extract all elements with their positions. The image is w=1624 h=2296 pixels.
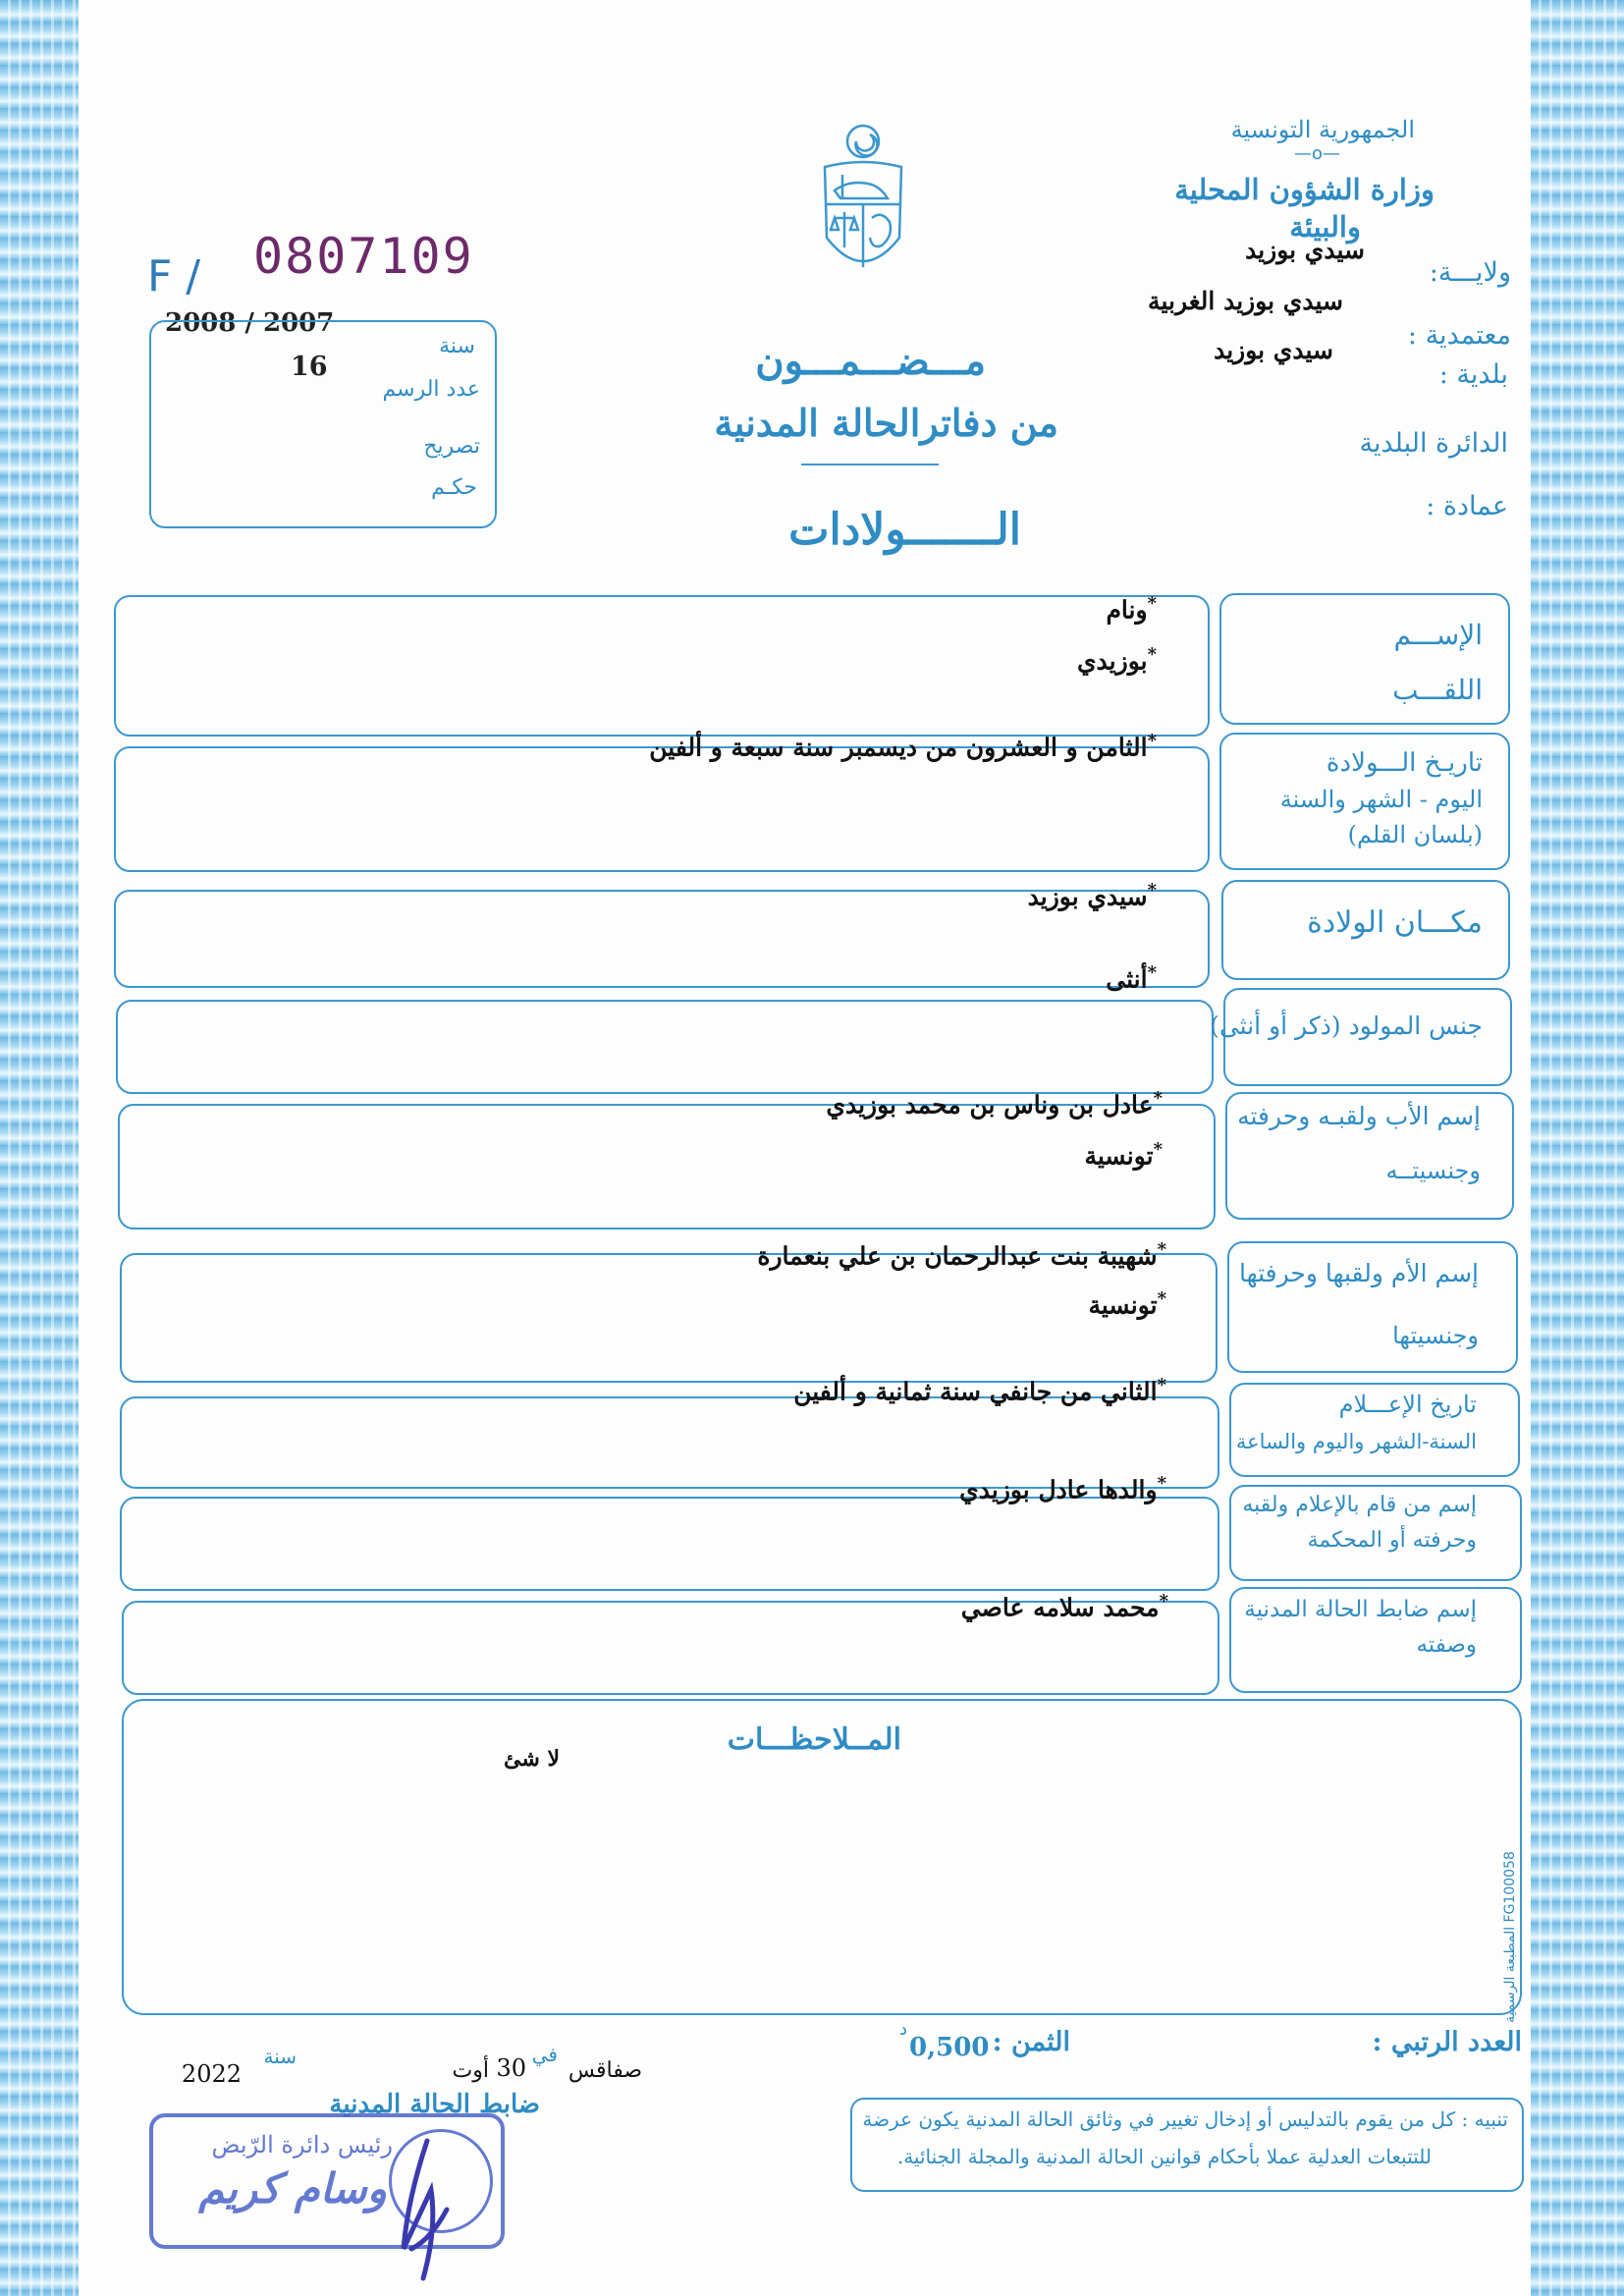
father-value-box — [118, 1104, 1216, 1230]
officer-value: *محمد سلامه عاصي — [960, 1591, 1168, 1622]
declaration-label: تصريح — [423, 434, 480, 459]
mother-value-box — [120, 1253, 1218, 1383]
delegation-value: سيدي بوزيد الغربية — [1148, 287, 1343, 315]
mother-label: إسم الأم ولقبها وحرفتها — [1238, 1259, 1479, 1287]
birth-date-format-label: اليوم - الشهر والسنة — [1279, 786, 1483, 813]
printer-code: المطبعة الرسمية FG100058 — [1502, 1851, 1518, 2023]
serial-number-label: العدد الرتبي : — [1372, 2027, 1522, 2057]
remarks-title: المــلاحظـــات — [727, 1722, 901, 1757]
record-number-value: 16 — [291, 352, 328, 382]
municipality-value: سيدي بوزيد — [1214, 336, 1333, 364]
omda-label: عمادة : — [1426, 491, 1508, 521]
surname-value: *بوزيدي — [1076, 644, 1157, 676]
warning-text-line1: تنبيه : كل من يقوم بالتدليس أو إدخال تغيير في وثائق الحالة المدنية يكون عرضة — [862, 2107, 1508, 2131]
judgment-label: حكـم — [431, 475, 477, 500]
document-subtitle: من دفاترالحالة المدنية — [714, 401, 1058, 445]
delegation-label: معتمدية : — [1407, 320, 1511, 351]
issue-month: أوت — [452, 2058, 489, 2083]
mother-nationality-value: *تونسية — [1088, 1288, 1166, 1320]
governorate-label: ولايـــة: — [1429, 257, 1511, 288]
record-year-label: سنة — [439, 334, 475, 358]
issue-day: 30 — [496, 2054, 526, 2082]
birth-date-value-box — [114, 746, 1210, 872]
serial-number: 0807109 — [253, 228, 474, 285]
price-label: الثمن : — [992, 2027, 1070, 2057]
stamp-name: وسام كريم — [198, 2164, 387, 2213]
governorate-value: سيدي بوزيد — [1245, 236, 1365, 264]
ministry-name-line2: والبيئة — [1289, 210, 1361, 244]
header-ornament: —o— — [1294, 143, 1341, 164]
stamp-title: رئيس دائرة الرّبض — [211, 2131, 393, 2159]
sex-label: جنس المولود (ذكر أو أنثى) — [1210, 1011, 1483, 1040]
country-name: الجمهورية التونسية — [1230, 116, 1415, 143]
document-title: مـــضـــمـــون — [755, 338, 986, 384]
declarant-value-box — [120, 1497, 1219, 1591]
declarant-value: *والدها عادل بوزيدي — [959, 1473, 1166, 1504]
issue-place: صفاقس — [568, 2058, 642, 2083]
birth-date-words-label: (بلسان القلم) — [1347, 821, 1483, 848]
issue-year: 2022 — [181, 2060, 242, 2088]
record-year-value: 2008 / 2007 — [165, 308, 335, 338]
birth-place-value: *سيدي بوزيد — [1027, 880, 1157, 911]
decorative-border-left — [0, 0, 79, 2296]
municipal-district-label: الدائرة البلدية — [1359, 428, 1508, 459]
issue-in-label: في — [531, 2043, 558, 2066]
birth-date-label: تاريـخ الـــولادة — [1326, 748, 1483, 778]
declaration-date-format-label: السنة-الشهر واليوم والساعة — [1235, 1430, 1477, 1453]
birth-place-label: مكـــان الولادة — [1307, 905, 1483, 940]
name-value-box — [114, 595, 1210, 737]
record-number-label: عدد الرسم — [382, 377, 480, 402]
declarant-occupation-label: وحرفته أو المحكمة — [1307, 1528, 1477, 1553]
price-value: 0,500 — [909, 2033, 990, 2062]
name-label: الإســـم — [1393, 619, 1483, 651]
issue-year-label: سنة — [263, 2045, 297, 2068]
declarant-label: إسم من قام بالإعلام ولقبه — [1242, 1493, 1477, 1517]
declaration-date-label: تاريخ الإعـــلام — [1338, 1391, 1477, 1418]
birth-date-value: *الثامن و العشرون من ديسمبر سنة سبعة و ألفين — [649, 731, 1157, 762]
mother-nationality-label: وجنسيتها — [1392, 1322, 1479, 1349]
handwritten-signature — [388, 2131, 466, 2288]
father-value: *عادل بن وناس بن محمد بوزيدي — [826, 1088, 1163, 1120]
price-unit: د — [899, 2019, 908, 2040]
remarks-value: لا شئ — [504, 1746, 560, 1772]
warning-text-line2: للتتبعات العدلية عملا بأحكام قوانين الحالة المدنية والمجلة الجنائية. — [896, 2145, 1432, 2168]
officer-label: إسم ضابط الحالة المدنية — [1244, 1597, 1477, 1622]
officer-position-label: وصفته — [1416, 1632, 1477, 1658]
surname-label: اللقـــب — [1392, 674, 1483, 706]
sex-value-box — [116, 1000, 1214, 1094]
father-nationality-label: وجنسيتــه — [1385, 1157, 1481, 1184]
municipality-label: بلدية : — [1438, 359, 1508, 390]
section-title-births: الـــــــولادات — [788, 505, 1021, 555]
subtitle-underline — [801, 464, 939, 465]
ministry-name: وزارة الشؤون المحلية — [1174, 173, 1435, 206]
declaration-date-value: *الثاني من جانفي سنة ثمانية و ألفين — [793, 1375, 1166, 1406]
civil-officer-title: ضابط الحالة المدنية — [329, 2090, 540, 2119]
sex-value: *أنثى — [1106, 962, 1157, 994]
name-value: *ونام — [1106, 593, 1157, 625]
father-label: إسم الأب ولقبـه وحرفته — [1237, 1102, 1481, 1130]
serial-prefix: F / — [147, 251, 201, 301]
decorative-border-right — [1531, 0, 1624, 2296]
coat-of-arms-emblem — [813, 120, 913, 289]
father-nationality-value: *تونسية — [1084, 1139, 1163, 1171]
mother-value: *شهيبة بنت عبدالرحمان بن علي بنعمارة — [757, 1239, 1166, 1271]
